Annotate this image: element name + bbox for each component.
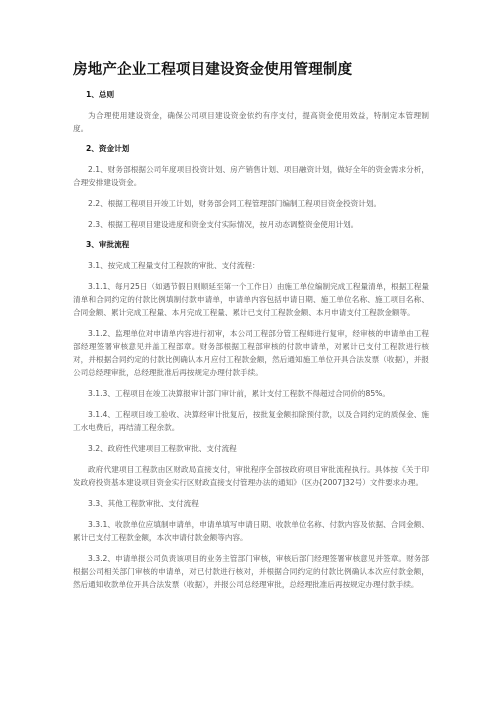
paragraph: 2.3、根据工程项目建设进度和资金支付实际情况，按月动态调整资金使用计划。	[88, 220, 359, 229]
paragraph: 3.3.2、申请单报公司负责该项目的业务主管部门审核，审核后部门经理签署审核意见并签章。财务部根据公司相关部门审核的申请单，对已付款进行核对，并根据合同约定的付款比例确认本次应付款金额，然后通知收款单位开具合法发票（收据），并报公司总经理审批，总经理批准后再按规定办理付款手续。	[73, 554, 429, 589]
paragraph: 3.3、其他工程款审批、支付流程	[88, 499, 199, 508]
paragraph: 3.1.4、工程项目竣工验收、决算经审计批复后，按批复金额扣除预付款，以及合同约定的质保金、施工水电费后，再结清工程余款。	[73, 410, 429, 432]
paragraph: 为合理使用建设资金，确保公司项目建设资金依约有序支付，提高资金使用效益，特制定本管理制度。	[73, 111, 429, 133]
paragraph: 3.1、按完成工程量支付工程款的审批、支付流程：	[88, 261, 260, 270]
document-body	[73, 89, 429, 591]
section-heading: 3、审批流程	[86, 240, 130, 249]
paragraph: 2.1、财务部根据公司年度项目投资计划、房产销售计划、项目融资计划，做好全年的资金需求分析，合理安排建设资金。	[73, 165, 429, 187]
paragraph: 3.1.1、每月25日（如遇节假日则顺延至第一个工作日）由施工单位编制完成工程量清单，根据工程量清单和合同约定的付款比例填制付款申请单，申请单内容包括申请日期、施工单位名称、施工项目名称、合同金额、累计完成工程量、本月完成工程量、累计已支付工程款金额、本月申请支付工程款金额等。	[73, 282, 429, 317]
paragraph: 3.1.2、监理单位对申请单内容进行初审，本公司工程部分管工程师进行复审，经审核的申请单由工程部经理签署审核意见并盖工程部章。财务部根据工程部审核的付款申请单，对累计已支付工程款进行核对，并根据合同约定的付款比例确认本月应付工程款金额，然后通知施工单位开具合法发票（收据），并报公司总经理审批，总经理批准后再按规定办理付款手续。	[73, 329, 429, 377]
document-page	[73, 58, 429, 599]
paragraph: 3.1.3、工程项目在竣工决算报审计部门审计前，累计支付工程款不得超过合同价的85%。	[88, 389, 390, 398]
paragraph: 政府代建项目工程款由区财政局直接支付，审批程序全部按政府项目审批流程执行。具体按《关于印发政府投资基本建设项目资金实行区财政直接支付管理办法的通知》（区办[2007]32号）文件要求办理。	[73, 465, 429, 487]
paragraph: 3.3.1、收款单位应填制申请单，申请单填写申请日期、收款单位名称、付款内容及依据、合同金额、累计已支付工程款金额，本次申请付款金额等内容。	[73, 520, 429, 542]
section-heading: 2、资金计划	[86, 144, 130, 153]
section-heading: 1、总则	[86, 90, 115, 99]
paragraph: 3.2、政府性代建项目工程款审批、支付流程	[88, 444, 237, 453]
paragraph: 2.2、根据工程项目开竣工计划，财务部会同工程管理部门编制工程项目资金投资计划。	[88, 199, 382, 208]
document-title: 房地产企业工程项目建设资金使用管理制度	[73, 62, 353, 78]
